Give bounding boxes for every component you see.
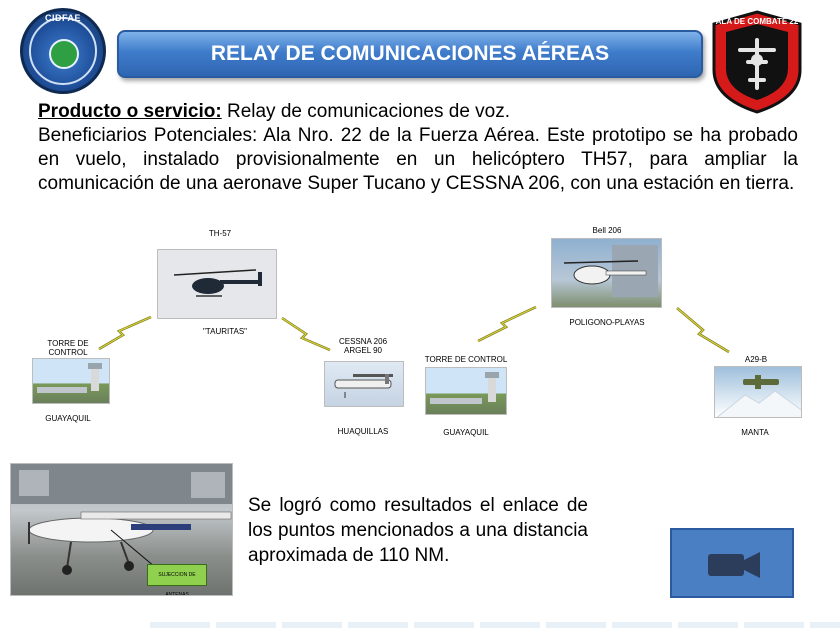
ala-de-combate-logo bbox=[710, 10, 804, 114]
product-value: Relay de comunicaciones de voz. bbox=[221, 101, 511, 122]
page-title: RELAY DE COMUNICACIONES AÉREAS bbox=[210, 42, 610, 65]
title-bar bbox=[117, 30, 703, 78]
bell206-photo bbox=[551, 238, 662, 308]
guayaquil-left-label: GUAYAQUIL bbox=[45, 414, 91, 423]
description-text bbox=[38, 100, 798, 196]
video-placeholder[interactable] bbox=[670, 528, 794, 598]
globe-icon bbox=[49, 39, 79, 69]
a29b-photo bbox=[714, 366, 802, 418]
manta-label: MANTA bbox=[741, 428, 769, 437]
huaquillas-label: HUAQUILLAS bbox=[337, 427, 389, 436]
ala-de-combate-text: ALA DE COMBATE 22 bbox=[715, 17, 799, 26]
poligono-label: POLIGONO-PLAYAS bbox=[569, 318, 645, 327]
lightning-icon bbox=[476, 305, 538, 343]
guayaquil-right-label: GUAYAQUIL bbox=[443, 428, 489, 437]
antenna-caption: SUJECCION DE ANTENAS bbox=[147, 564, 207, 586]
cidfae-logo bbox=[20, 8, 106, 94]
cessna-hangar-photo bbox=[10, 463, 233, 596]
tower-right-photo bbox=[425, 367, 507, 415]
lightning-icon bbox=[280, 316, 332, 352]
beneficiaries-text: Beneficiarios Potenciales: Ala Nro. 22 de la Fuerza Aérea. Este prototipo se ha probado en vuelo, instalado provisionalmente en un helicóptero TH57, para ampliar la comunicación de una aeronave Super Tucano y CESSNA 206, con una estación en tierra. bbox=[38, 125, 798, 194]
a29b-label: A29-B bbox=[744, 355, 768, 364]
cidfae-logo-text: CIDFAE bbox=[44, 13, 81, 23]
th57-label: TH-57 bbox=[208, 229, 232, 238]
footer-decoration bbox=[150, 622, 840, 628]
tauritas-label: "TAURITAS" bbox=[202, 327, 248, 336]
video-camera-icon bbox=[706, 550, 762, 580]
lightning-icon bbox=[675, 306, 731, 354]
tower-left-photo bbox=[32, 358, 110, 404]
tower-left-label: TORRE DE CONTROL bbox=[47, 339, 89, 357]
th57-photo bbox=[157, 249, 277, 319]
tower-right-label: TORRE DE CONTROL bbox=[424, 355, 508, 364]
product-label: Producto o servicio: bbox=[38, 101, 222, 122]
result-text: Se logró como resultados el enlace de los puntos mencionados a una distancia aproximada de 110 NM. bbox=[248, 495, 588, 566]
cessna-photo bbox=[324, 361, 404, 407]
lightning-icon bbox=[97, 315, 153, 351]
bell206-label: Bell 206 bbox=[592, 226, 622, 235]
cessna-label: CESSNA 206 ARGEL 90 bbox=[338, 337, 388, 355]
